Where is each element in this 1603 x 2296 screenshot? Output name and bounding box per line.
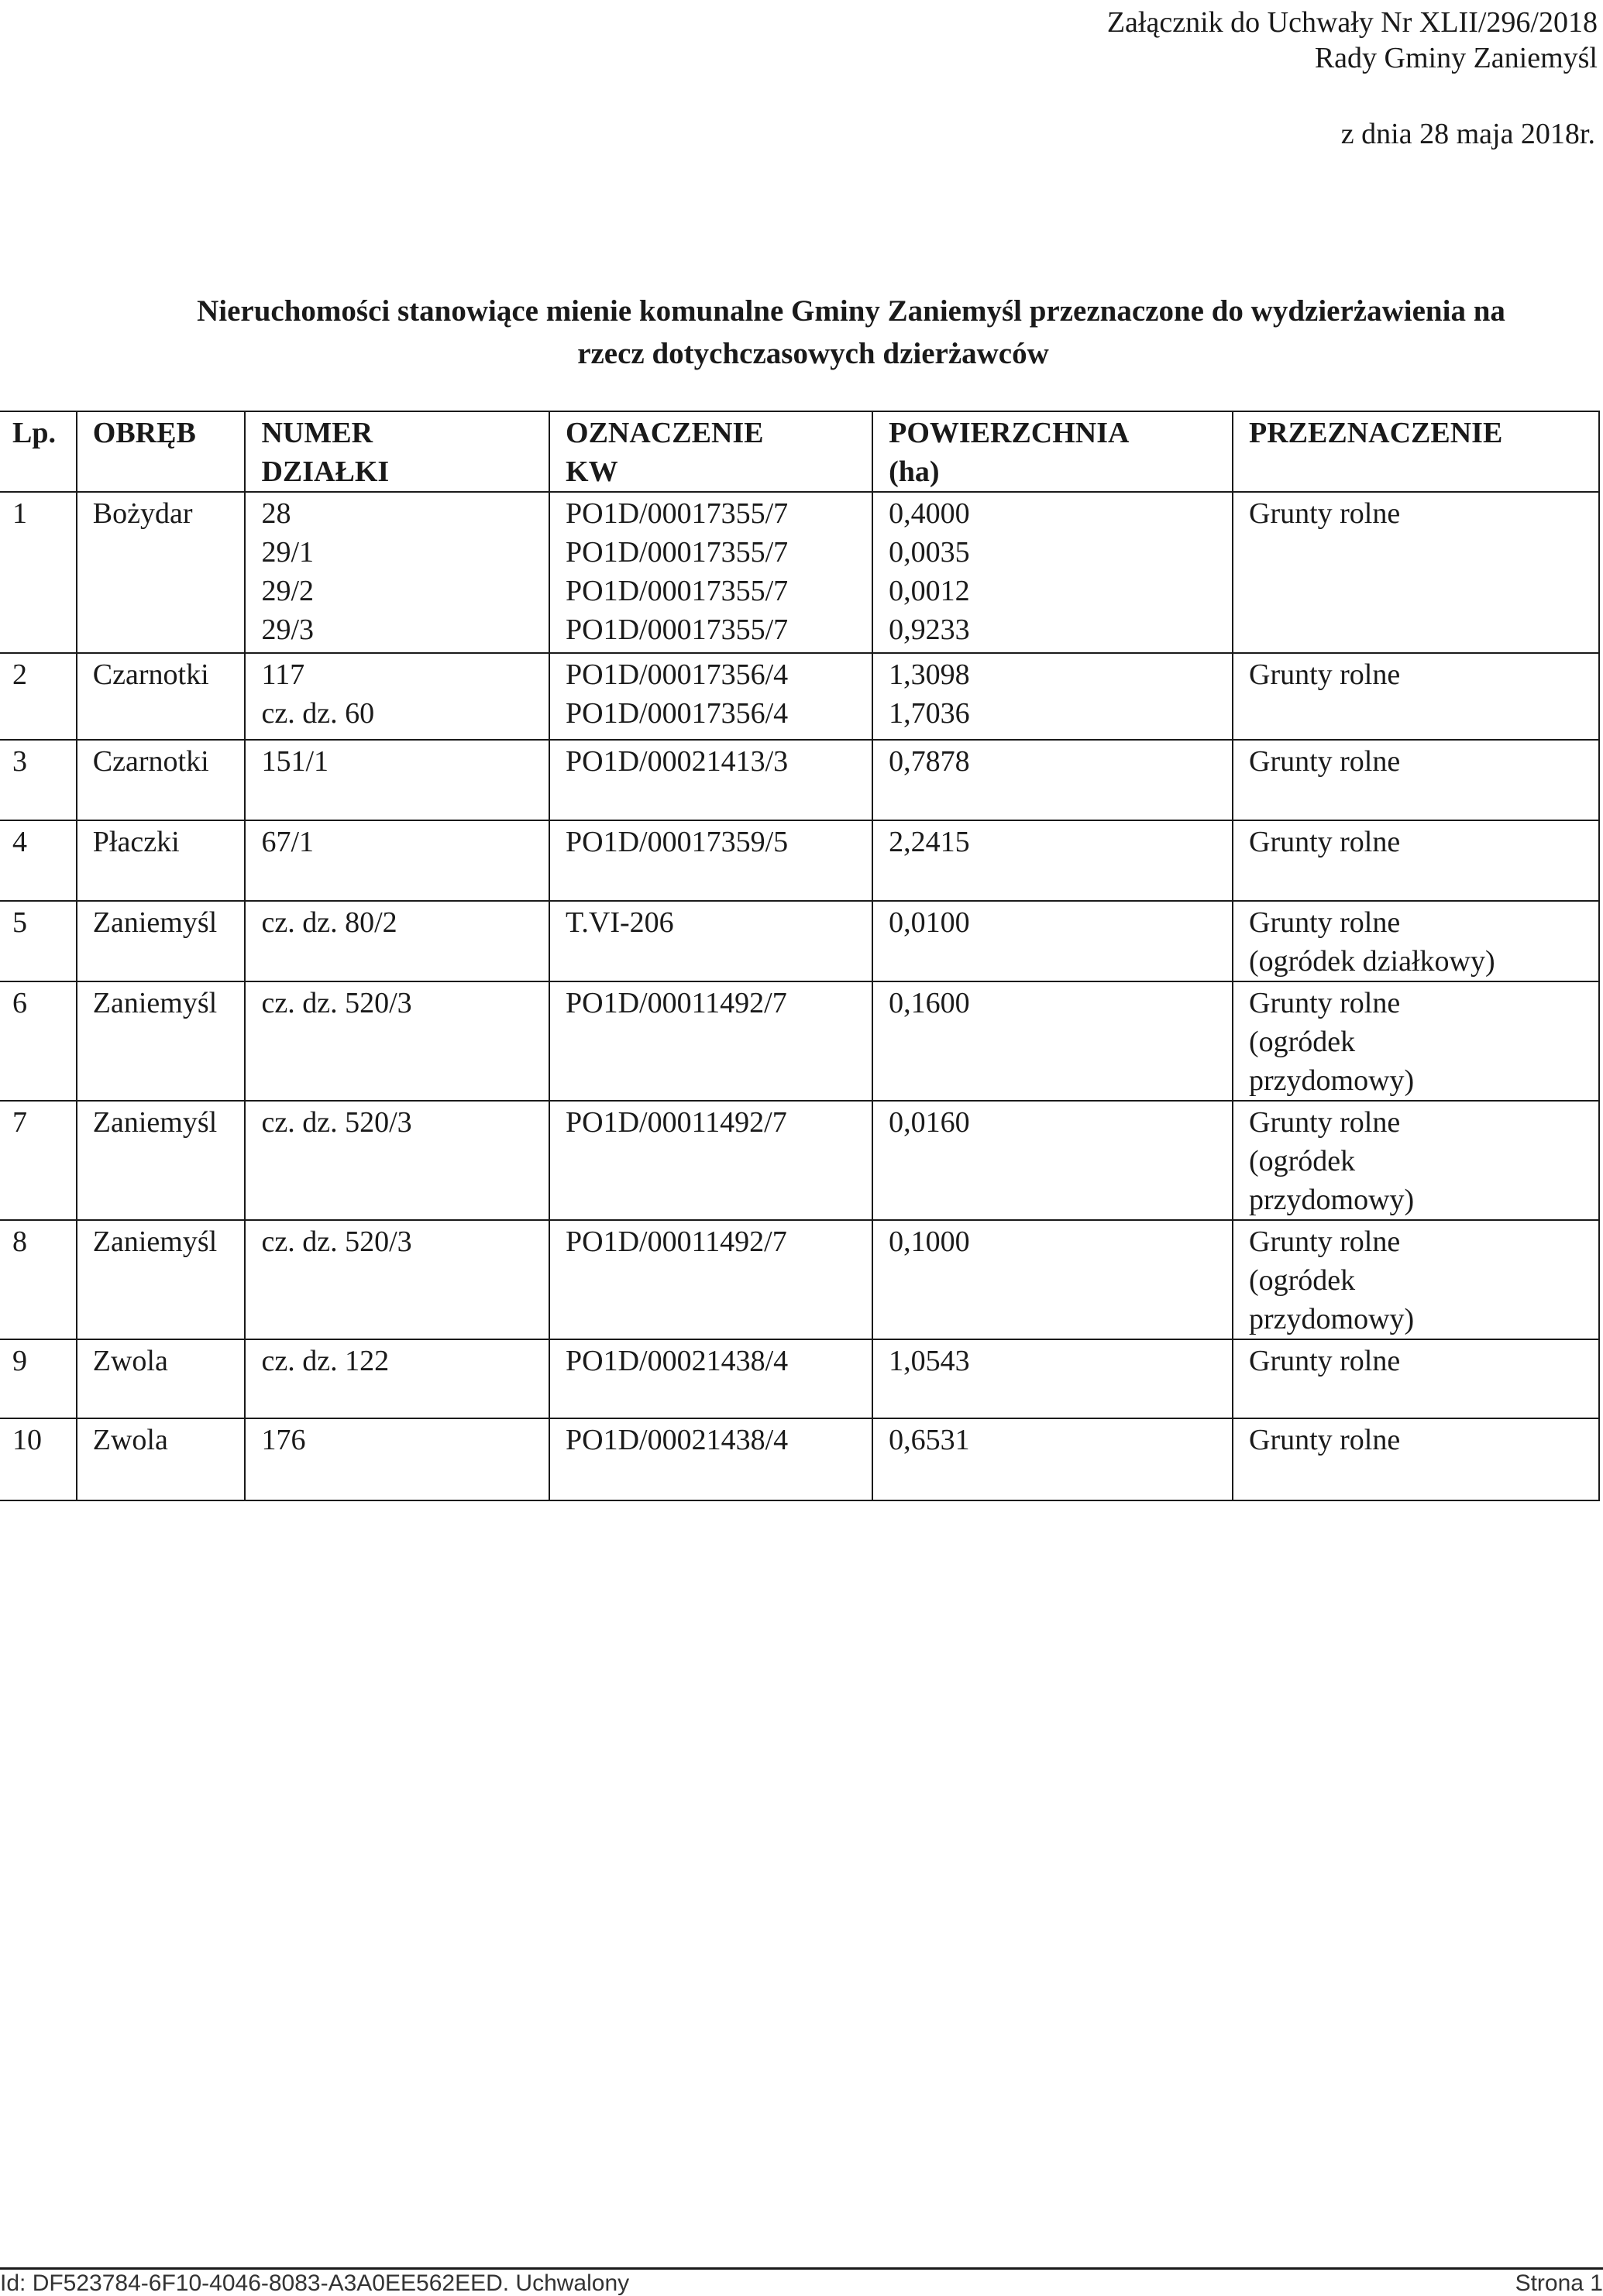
cell-numer-dzialki: 151/1 [245, 740, 549, 820]
cell-przeznaczenie: Grunty rolne (ogródek działkowy) [1233, 901, 1599, 981]
cell-lp: 1 [0, 492, 77, 653]
cell-oznaczenie-kw: PO1D/00017359/5 [549, 820, 872, 901]
property-table [0, 411, 1600, 1501]
cell-obreb: Zaniemyśl [77, 981, 246, 1101]
cell-numer-dzialki: 67/1 [245, 820, 549, 901]
cell-przeznaczenie: Grunty rolne [1233, 492, 1599, 653]
table-row [0, 653, 1599, 740]
cell-lp: 3 [0, 740, 77, 820]
cell-lp: 4 [0, 820, 77, 901]
cell-oznaczenie-kw: PO1D/00021438/4 [549, 1418, 872, 1500]
table-row [0, 740, 1599, 820]
cell-obreb: Czarnotki [77, 740, 246, 820]
cell-obreb: Czarnotki [77, 653, 246, 740]
cell-przeznaczenie: Grunty rolne (ogródek przydomowy) [1233, 1101, 1599, 1220]
cell-powierzchnia: 0,1000 [872, 1220, 1233, 1339]
table-header-row [0, 411, 1599, 492]
cell-oznaczenie-kw: PO1D/00017355/7 PO1D/00017355/7 PO1D/00017355/7 PO1D/00017355/7 [549, 492, 872, 653]
cell-oznaczenie-kw: PO1D/00021438/4 [549, 1339, 872, 1418]
cell-przeznaczenie: Grunty rolne [1233, 1339, 1599, 1418]
cell-numer-dzialki: cz. dz. 520/3 [245, 1220, 549, 1339]
cell-obreb: Płaczki [77, 820, 246, 901]
table-row [0, 1418, 1599, 1500]
cell-lp: 8 [0, 1220, 77, 1339]
cell-powierzchnia: 0,1600 [872, 981, 1233, 1101]
council-name: Rady Gminy Zaniemyśl [1314, 42, 1598, 74]
cell-przeznaczenie: Grunty rolne (ogródek przydomowy) [1233, 981, 1599, 1101]
cell-numer-dzialki: cz. dz. 520/3 [245, 1101, 549, 1220]
cell-numer-dzialki: cz. dz. 80/2 [245, 901, 549, 981]
cell-numer-dzialki: cz. dz. 122 [245, 1339, 549, 1418]
cell-oznaczenie-kw: PO1D/00011492/7 [549, 1101, 872, 1220]
cell-przeznaczenie: Grunty rolne [1233, 740, 1599, 820]
table-row [0, 981, 1599, 1101]
cell-oznaczenie-kw: PO1D/00011492/7 [549, 981, 872, 1101]
cell-przeznaczenie: Grunty rolne [1233, 1418, 1599, 1500]
cell-przeznaczenie: Grunty rolne (ogródek przydomowy) [1233, 1220, 1599, 1339]
cell-obreb: Bożydar [77, 492, 246, 653]
cell-obreb: Zwola [77, 1339, 246, 1418]
document-title [0, 290, 1603, 375]
cell-lp: 7 [0, 1101, 77, 1220]
header-numer-dzialki: NUMER DZIAŁKI [245, 411, 549, 492]
table-row [0, 901, 1599, 981]
table-row [0, 1101, 1599, 1220]
cell-obreb: Zaniemyśl [77, 1101, 246, 1220]
header-lp: Lp. [0, 411, 77, 492]
cell-numer-dzialki: 117 cz. dz. 60 [245, 653, 549, 740]
attachment-header: Załącznik do Uchwały Nr XLII/296/2018 [1106, 6, 1598, 39]
table-row [0, 820, 1599, 901]
header-obreb: OBRĘB [77, 411, 246, 492]
cell-powierzchnia: 1,0543 [872, 1339, 1233, 1418]
cell-obreb: Zwola [77, 1418, 246, 1500]
cell-obreb: Zaniemyśl [77, 1220, 246, 1339]
cell-lp: 5 [0, 901, 77, 981]
cell-lp: 9 [0, 1339, 77, 1418]
cell-numer-dzialki: 28 29/1 29/2 29/3 [245, 492, 549, 653]
cell-powierzchnia: 1,3098 1,7036 [872, 653, 1233, 740]
cell-powierzchnia: 0,0160 [872, 1101, 1233, 1220]
cell-lp: 10 [0, 1418, 77, 1500]
resolution-date: z dnia 28 maja 2018r. [1340, 118, 1595, 150]
table-body [0, 492, 1599, 1500]
cell-przeznaczenie: Grunty rolne [1233, 653, 1599, 740]
cell-oznaczenie-kw: T.VI-206 [549, 901, 872, 981]
cell-powierzchnia: 0,4000 0,0035 0,0012 0,9233 [872, 492, 1233, 653]
cell-oznaczenie-kw: PO1D/00011492/7 [549, 1220, 872, 1339]
title-line-2: rzecz dotychczasowych dzierżawców [577, 337, 1049, 370]
cell-powierzchnia: 2,2415 [872, 820, 1233, 901]
cell-lp: 2 [0, 653, 77, 740]
cell-numer-dzialki: 176 [245, 1418, 549, 1500]
cell-powierzchnia: 0,6531 [872, 1418, 1233, 1500]
table-row [0, 1220, 1599, 1339]
document-id: Id: DF523784-6F10-4046-8083-A3A0EE562EED. Uchwalony [0, 2270, 630, 2296]
table-row [0, 1339, 1599, 1418]
cell-oznaczenie-kw: PO1D/00021413/3 [549, 740, 872, 820]
footer-divider [0, 2267, 1603, 2270]
cell-oznaczenie-kw: PO1D/00017356/4 PO1D/00017356/4 [549, 653, 872, 740]
cell-obreb: Zaniemyśl [77, 901, 246, 981]
title-line-1: Nieruchomości stanowiące mienie komunalne Gminy Zaniemyśl przeznaczone do wydzierżawienia na [197, 294, 1505, 328]
table-row [0, 492, 1599, 653]
cell-powierzchnia: 0,0100 [872, 901, 1233, 981]
header-oznaczenie-kw: OZNACZENIE KW [549, 411, 872, 492]
cell-lp: 6 [0, 981, 77, 1101]
page-number: Strona 1 [1515, 2270, 1603, 2296]
cell-numer-dzialki: cz. dz. 520/3 [245, 981, 549, 1101]
cell-powierzchnia: 0,7878 [872, 740, 1233, 820]
cell-przeznaczenie: Grunty rolne [1233, 820, 1599, 901]
header-powierzchnia: POWIERZCHNIA (ha) [872, 411, 1233, 492]
header-przeznaczenie: PRZEZNACZENIE [1233, 411, 1599, 492]
